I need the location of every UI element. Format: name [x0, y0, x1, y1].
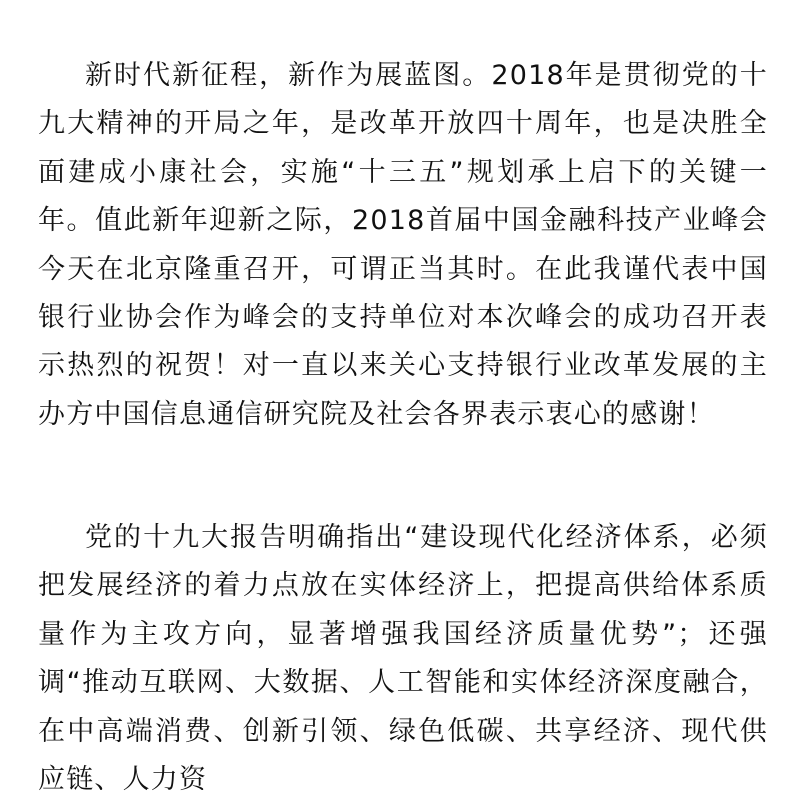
paragraph-1: 新时代新征程，新作为展蓝图。2018年是贯彻党的十九大精神的开局之年，是改革开放四十周年，也是决胜全面建成小康社会，实施“十三五”规划承上启下的关键一年。值此新年迎新之际，2018首届中国金融科技产业峰会今天在北京隆重召开，可谓正当其时。在此我谨代表中国银行业协会作为峰会的支持单位对本次峰会的成功召开表示热烈的祝贺！对一直以来关心支持银行业改革发展的主办方中国信息通信研究院及社会各界表示衷心的感谢！ — [38, 60, 768, 430]
paragraph-2: 党的十九大报告明确指出“建设现代化经济体系，必须把发展经济的着力点放在实体经济上，把提高供给体系质量作为主攻方向，显著增强我国经济质量优势”；还强调“推动互联网、大数据、人工智能和实体经济深度融合，在中高端消费、创新引领、绿色低碳、共享经济、现代供应链、人力资 — [38, 522, 768, 796]
